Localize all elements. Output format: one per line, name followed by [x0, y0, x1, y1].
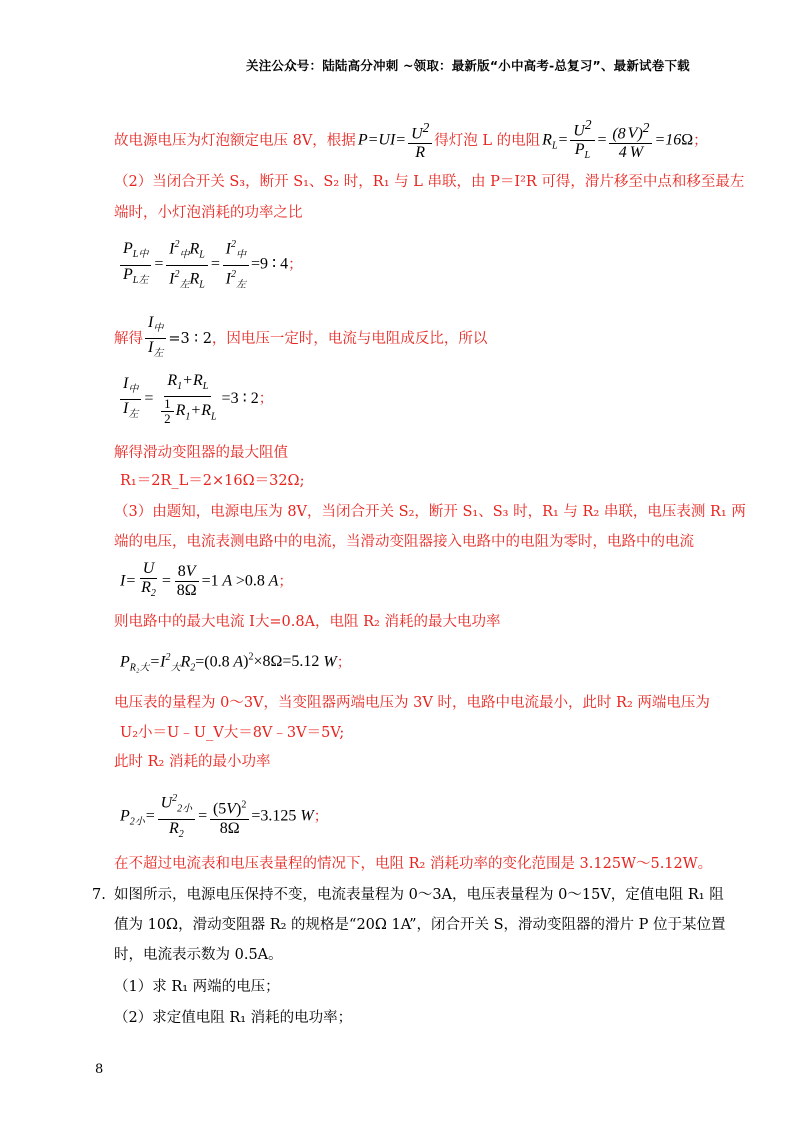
p3-eq-i: I= $\frac{U}{R_2}$ = $\frac{8V}{8\Omega}$ =1 A >0.8 A ； — [120, 560, 293, 600]
q7-line3: 时，电流表示数为 0.5A。 — [114, 947, 283, 963]
p3-eq-p: $P_{R_2大}=I^2_大R_2=(0.8$ A)$^2$×8Ω=5.12 W ； — [120, 652, 352, 674]
p2-solve-pre: 解得 — [114, 330, 143, 347]
p1-formula: P=UI= $\frac{U^2}{R}$ — [358, 119, 434, 162]
p2-solve-line: 解得 $\frac{I_中}{I_左}$ =3 ∶ 2 ，因电压一定时，电流与电阻成反比，所以 — [114, 314, 488, 360]
p3-conclusion: 在不超过电流表和电压表量程的情况下，电阻 R₂ 消耗功率的变化范围是 3.125W～5.12W。 — [114, 856, 713, 872]
p3-line2: 端的电压，电流表测电路中的电流，当滑动变阻器接入电路中的电阻为零时，电路中的电流 — [114, 534, 694, 550]
p2-eq2-end: ； — [258, 391, 274, 408]
p2-line2: 端时，小灯泡消耗的功率之比 — [114, 205, 303, 221]
q7-line2: 值为 10Ω，滑动变阻器 R₂ 的规格是“20Ω 1A”，闭合开关 S，滑动变阻器的滑片 P 位于某位置 — [114, 917, 726, 933]
q7-sub2: （2）求定值电阻 R₁ 消耗的电功率； — [114, 1010, 353, 1026]
p2-ratio-eq: $\frac{P_{L中}}{P_{L左}}$ = $\frac{I^2_中R_L}{I^2_左R_L}$ = $\frac{I^2_中}{I^2_左}$ =9 ∶ 4 ； — [118, 236, 303, 294]
p2-eq2: $\frac{I_中}{I_左}$ = $R_1+R_L$ $\frac{1}{2}$ $R_1+R_L$ =3 ∶ 2 ； — [118, 372, 273, 427]
p2-line-max: 解得滑动变阻器的最大阻值 — [114, 445, 288, 461]
page-number: 8 — [95, 1062, 104, 1077]
p2-r1: R₁＝2R_L＝2×16Ω＝32Ω; — [120, 473, 305, 489]
p3-line-v: 电压表的量程为 0～3V，当变阻器两端电压为 3V 时，电路中电流最小，此时 R₂ 两端电压为 — [114, 695, 710, 711]
p2-ratio-end: ； — [288, 257, 303, 274]
p3-eq-pmin-end: ； — [313, 808, 329, 825]
p3-eq-pmin: $P_{2小}=$ $\frac{U^2_{2小}}{R_2}$ = $\frac{(5V)^2}{8\Omega}$ =3.125 W ； — [120, 790, 328, 844]
p1-end: ； — [693, 132, 708, 149]
p2-solve-val: =3 ∶ 2 — [168, 330, 212, 347]
p1-mid: 得灯泡 L 的电阻 — [434, 132, 541, 149]
p3-eq-i-end: ； — [278, 573, 293, 590]
q7-line1: 如图所示，电源电压保持不变，电流表量程为 0～3A，电压表量程为 0～15V，定值电阻 R₁ 阻 — [114, 887, 724, 903]
q7-sub1: （1）求 R₁ 两端的电压； — [114, 979, 280, 995]
p3-line-max-i: 则电路中的最大电流 I大=0.8A，电阻 R₂ 消耗的最大电功率 — [114, 614, 501, 630]
p3-line1: （3）由题知，电源电压为 8V，当闭合开关 S₂，断开 S₁、S₃ 时，R₁ 与 R₂ 串联，电压表测 R₁ 两 — [114, 504, 746, 520]
p2-solve-post: ，因电压一定时，电流与电阻成反比，所以 — [211, 330, 488, 347]
p2-line1: （2）当闭合开关 S₃，断开 S₁、S₂ 时，R₁ 与 L 串联，由 P＝I²R 可得，滑片移至中点和移至最左 — [114, 174, 745, 190]
p3-line-min: 此时 R₂ 消耗的最小功率 — [114, 754, 271, 770]
p1-formula2: $R_L=$ $\frac{U^2}{P_L}$ = $\frac{(8 V)^2}{4 W}$ =16Ω — [542, 117, 694, 162]
p3-eq-p-end: ； — [336, 655, 352, 672]
p3-u2: U₂小＝U﹣U_V大＝8V﹣3V＝5V; — [120, 725, 345, 741]
q7-number: 7. — [92, 887, 106, 903]
p1-line — [114, 116, 708, 166]
page-header: 关注公众号：陆陆高分冲刺 ~领取：最新版“小中高考-总复习”、最新试卷下载 — [246, 58, 690, 73]
p1-before: 故电源电压为灯泡额定电压 8V，根据 — [114, 132, 356, 149]
